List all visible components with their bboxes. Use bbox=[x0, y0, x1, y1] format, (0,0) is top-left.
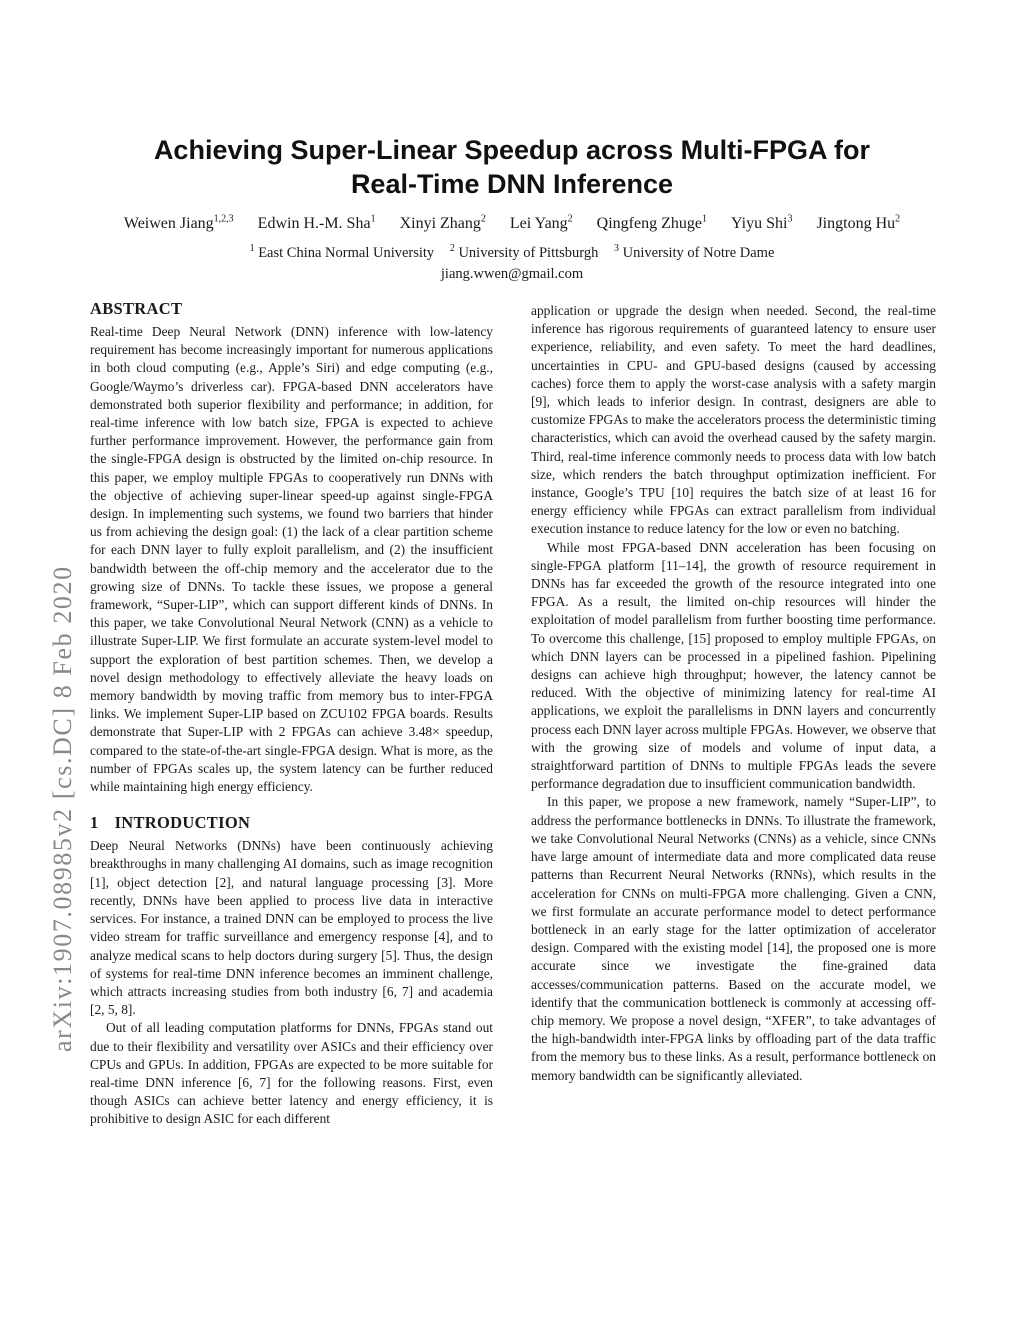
title-line-2: Real-Time DNN Inference bbox=[350, 169, 674, 199]
author: Jingtong Hu$^2$ bbox=[816, 213, 901, 232]
intro-paragraph-3: While most FPGA-based DNN acceleration has been focusing on single-FPGA platform [11–14], the growth of resource requirement in DNNs has far exceeded the growth of the resource integrated into one FPGA. As a result, the limited on-chip resources will hinder the exploitation of model parallelism from further boosting time performance. To overcome this challenge, [15] proposed to employ multiple FPGAs, on which DNN layers can be processed in a pipelined fashion. Pipelining designs can achieve high throughput; however, the latency cannot be reduced. With the objective of minimizing latency for real-time AI applications, we exploit the parallelisms in DNN layers and concurrently process each DNN layer across multiple FPGAs. However, we observe that with the growing size of models and volume of input data, a straightforward partition of DNNs to multiple FPGAs leads the severe performance degradation due to insufficient communication bandwidth. bbox=[531, 539, 936, 792]
author: Xinyi Zhang$^2$ bbox=[399, 213, 486, 232]
paper-title bbox=[0, 133, 1024, 201]
right-column bbox=[531, 302, 936, 1085]
intro-paragraph-2: Out of all leading computation platforms for DNNs, FPGAs stand out due to their flexibility and versatility over ASICs and their efficiency over CPUs and GPUs. In addition, FPGAs are expected to be more suitable for real-time DNN inference [6, 7] for the following reasons. First, even though ASICs can achieve better latency and energy efficiency, it is prohibitive to design ASIC for each different bbox=[90, 1020, 493, 1127]
introduction-heading: 1 INTRODUCTION bbox=[90, 813, 251, 833]
author: Lei Yang$^2$ bbox=[509, 213, 573, 232]
intro-paragraph-1: Deep Neural Networks (DNNs) have been continuously achieving breakthroughs in many challenging AI domains, such as image recognition [1], object detection [2], and natural language processing [3]. More recently, DNNs have been applied to process live data in interactive services. For instance, a trained DNN can be employed to process the live video stream for traffic surveillance and emergency response [4], and to analyze medical scans to help doctors during surgery [5]. Thus, the design of systems for real-time DNN inference becomes an imminent challenge, which attracts increasing studies from both industry [6, 7] and academia [2, 5, 8]. bbox=[90, 838, 493, 1018]
left-column bbox=[90, 298, 493, 1129]
author: Qingfeng Zhuge$^1$ bbox=[596, 213, 707, 232]
author-list bbox=[0, 215, 1024, 233]
arxiv-identifier: arXiv:1907.08985v2 [cs.DC] 8 Feb 2020 bbox=[48, 565, 77, 1052]
author: Yiyu Shi$^3$ bbox=[730, 213, 793, 232]
affiliation-list bbox=[0, 245, 1024, 262]
author: Edwin H.-M. Sha$^1$ bbox=[257, 213, 376, 232]
abstract-heading: ABSTRACT bbox=[90, 299, 183, 318]
title-line-1: Achieving Super-Linear Speedup across Multi-FPGA for bbox=[153, 135, 871, 165]
intro-paragraph-4: In this paper, we propose a new framework, namely “Super-LIP”, to address the performance bottlenecks in DNNs. To illustrate the framework, we take Convolutional Neural Networks (CNNs) as a vehicle, since CNNs have large amount of intermediate data and more complicated data reuse patterns than Recurrent Neural Networks (RNNs), which results in the acceleration for CNNs on multi-FPGA more challenging. Given a CNN, we first formulate an accurate performance model to detect performance bottleneck in an early stage for the latter optimization of accelerator design. Compared with the existing model [14], the proposed one is more accurate since we investigate the fine-grained data accesses/communication patterns. Based on the accurate model, we identify that the communication bottleneck is commonly at accessing off-chip memory. We propose a novel design, “XFER”, to take advantages of the high-bandwidth inter-FPGA links by offloading part of the data traffic from the memory bus to these links. As a result, performance bottleneck on memory bandwidth can be significantly alleviated. bbox=[531, 794, 936, 1083]
intro-paragraph-2-continued: application or upgrade the design when needed. Second, the real-time inference has rigorous requirements of guaranteed latency to ensure user experience, reliability, and even safety. To meet the hard deadlines, uncertainties in CPU- and GPU-based designs (caused by accessing caches) force them to apply the worst-case analysis with a safety margin [9], which leads to inferior design. In contrast, designers are able to customize FPGAs to make the accelerators process the deterministic timing characteristics, which can avoid the overhead caused by the safety margin. Third, real-time inference commonly needs to process data with low batch size, which renders the batch throughput optimization inefficient. For instance, Google’s TPU [10] requires the batch size of at least 16 for energy efficiency while FPGAs can extract parallelism from individual execution instance to reduce latency for the low or even no batching. bbox=[531, 303, 936, 537]
contact-email: jiang.wwen@gmail.com bbox=[440, 266, 584, 282]
abstract-text: Real-time Deep Neural Network (DNN) inference with low-latency requirement has become increasingly important for numerous applications in both cloud computing (e.g., Apple’s Siri) and edge computing (e.g., Google/Waymo’s driverless car). FPGA-based DNN accelerators have demonstrated both superior flexibility and performance; in addition, for real-time inference with low batch size, FPGA is expected to achieve further performance improvement. However, the performance gain from the single-FPGA design is obstructed by the limited on-chip resource. In this paper, we employ multiple FPGAs to cooperatively run DNNs with the objective of achieving super-linear speed-up against single-FPGA design. In implementing such systems, we found two barriers that hinder us from achieving the design goal: (1) the lack of a clear partition scheme for each DNN layer to fully exploit parallelism, and (2) the insufficient bandwidth between the off-chip memory and the accelerator due to the growing size of DNNs. To tackle these issues, we propose a general framework, “Super-LIP”, which can support different kinds of DNNs. In this paper, we take Convolutional Neural Network (CNN) as a vehicle to illustrate Super-LIP. We first formulate an accurate system-level model to support the exploration of best partition schemes. Then, we develop a novel design methodology to effectively alleviate the heavy loads on memory bandwidth by moving traffic from memory bus to inter-FPGA links. We implement Super-LIP based on ZCU102 FPGA boards. Results demonstrate that Super-LIP with 2 FPGAs can achieve 3.48× speedup, compared to the state-of-the-art single-FPGA design. What is more, as the number of FPGAs scales up, the system latency can be further reduced while maintaining high energy efficiency. bbox=[90, 324, 493, 795]
affiliation: $^3$ University of Notre Dame bbox=[613, 243, 775, 261]
affiliation: $^1$ East China Normal University bbox=[249, 243, 435, 261]
author: Weiwen Jiang$^{1,2,3}$ bbox=[123, 213, 234, 232]
affiliation: $^2$ University of Pittsburgh bbox=[449, 243, 599, 261]
